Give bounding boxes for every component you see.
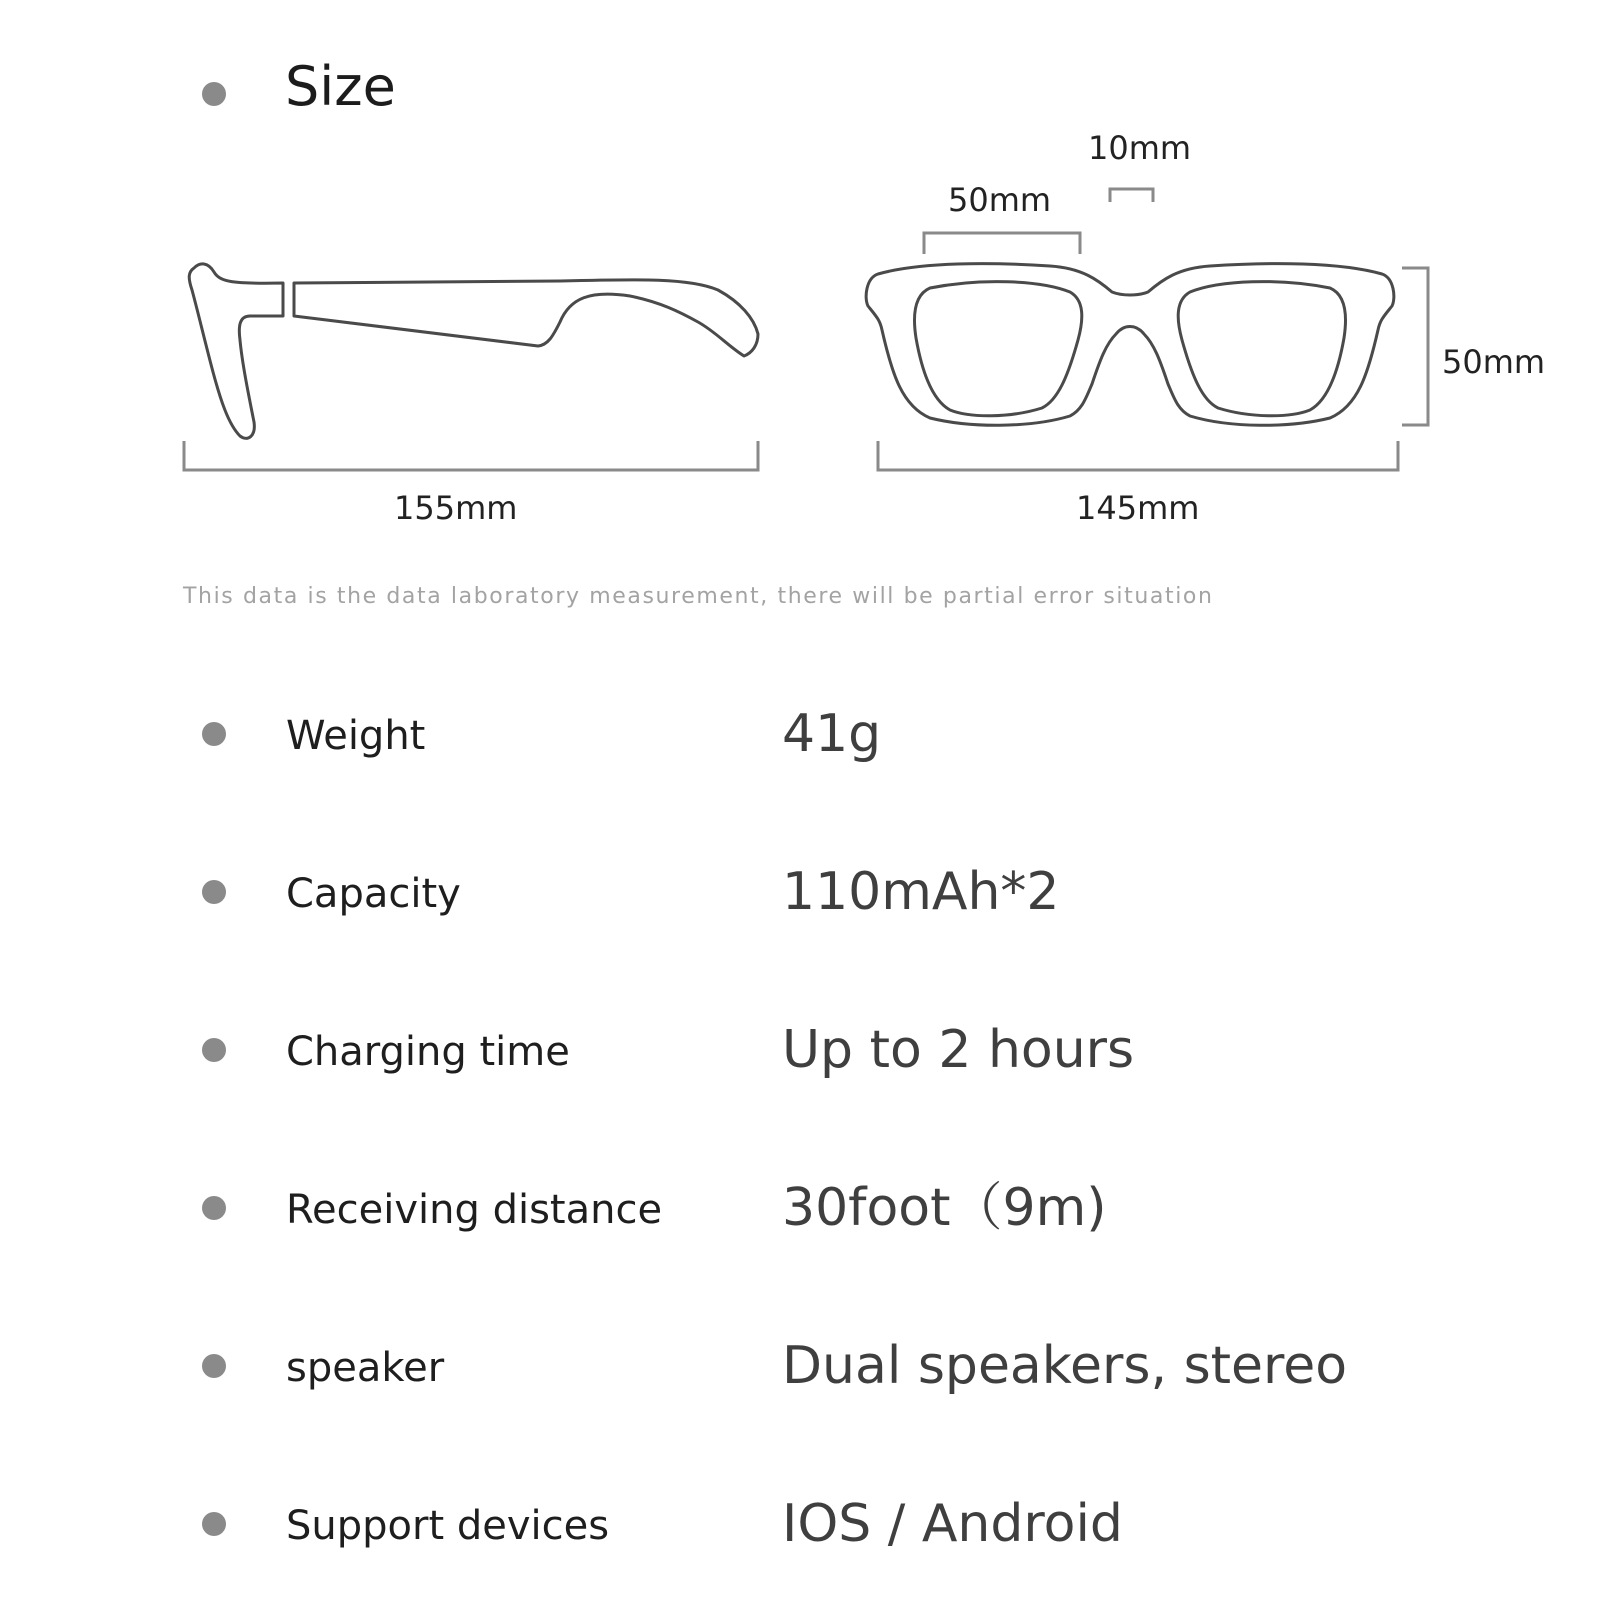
spec-value: 110mAh*2 [782, 862, 1060, 922]
lens-height-label: 50mm [1442, 343, 1546, 381]
glasses-size-diagram [0, 0, 1600, 620]
front-frame-outline [866, 264, 1394, 426]
front-right-lens-outline [1178, 282, 1345, 416]
side-length-bracket [184, 441, 758, 470]
lens-width-bracket [924, 233, 1080, 254]
spec-label: speaker [286, 1345, 445, 1391]
front-width-bracket [878, 441, 1398, 470]
spec-value: 30foot（9m) [782, 1178, 1107, 1238]
lens-width-label: 50mm [948, 181, 1052, 219]
spec-label: Support devices [286, 1503, 610, 1549]
bullet-dot-icon [202, 1038, 226, 1062]
bridge-width-label: 10mm [1088, 129, 1192, 167]
measurement-note: This data is the data laboratory measurement, there will be partial error situation [183, 584, 1214, 609]
front-left-lens-outline [915, 282, 1082, 416]
spec-value: Dual speakers, stereo [782, 1336, 1348, 1396]
side-front-hinge-outline [189, 264, 283, 438]
bullet-dot-icon [202, 1196, 226, 1220]
bullet-dot-icon [202, 1512, 226, 1536]
glasses-front-view [866, 264, 1394, 426]
spec-value: IOS / Android [782, 1494, 1123, 1554]
section-title: Size [285, 55, 396, 118]
side-length-label: 155mm [394, 489, 518, 527]
glasses-side-view [189, 264, 758, 438]
spec-label: Charging time [286, 1029, 570, 1075]
lens-height-bracket [1402, 268, 1428, 425]
side-temple-arm-outline [294, 280, 758, 356]
spec-value: 41g [782, 704, 882, 764]
spec-label: Weight [286, 713, 426, 759]
bullet-dot-icon [202, 880, 226, 904]
spec-label: Receiving distance [286, 1187, 663, 1233]
bridge-width-bracket [1110, 189, 1153, 202]
bullet-dot-icon [202, 722, 226, 746]
bullet-dot-icon [202, 1354, 226, 1378]
front-width-label: 145mm [1076, 489, 1200, 527]
spec-label: Capacity [286, 871, 461, 917]
spec-value: Up to 2 hours [782, 1020, 1135, 1080]
